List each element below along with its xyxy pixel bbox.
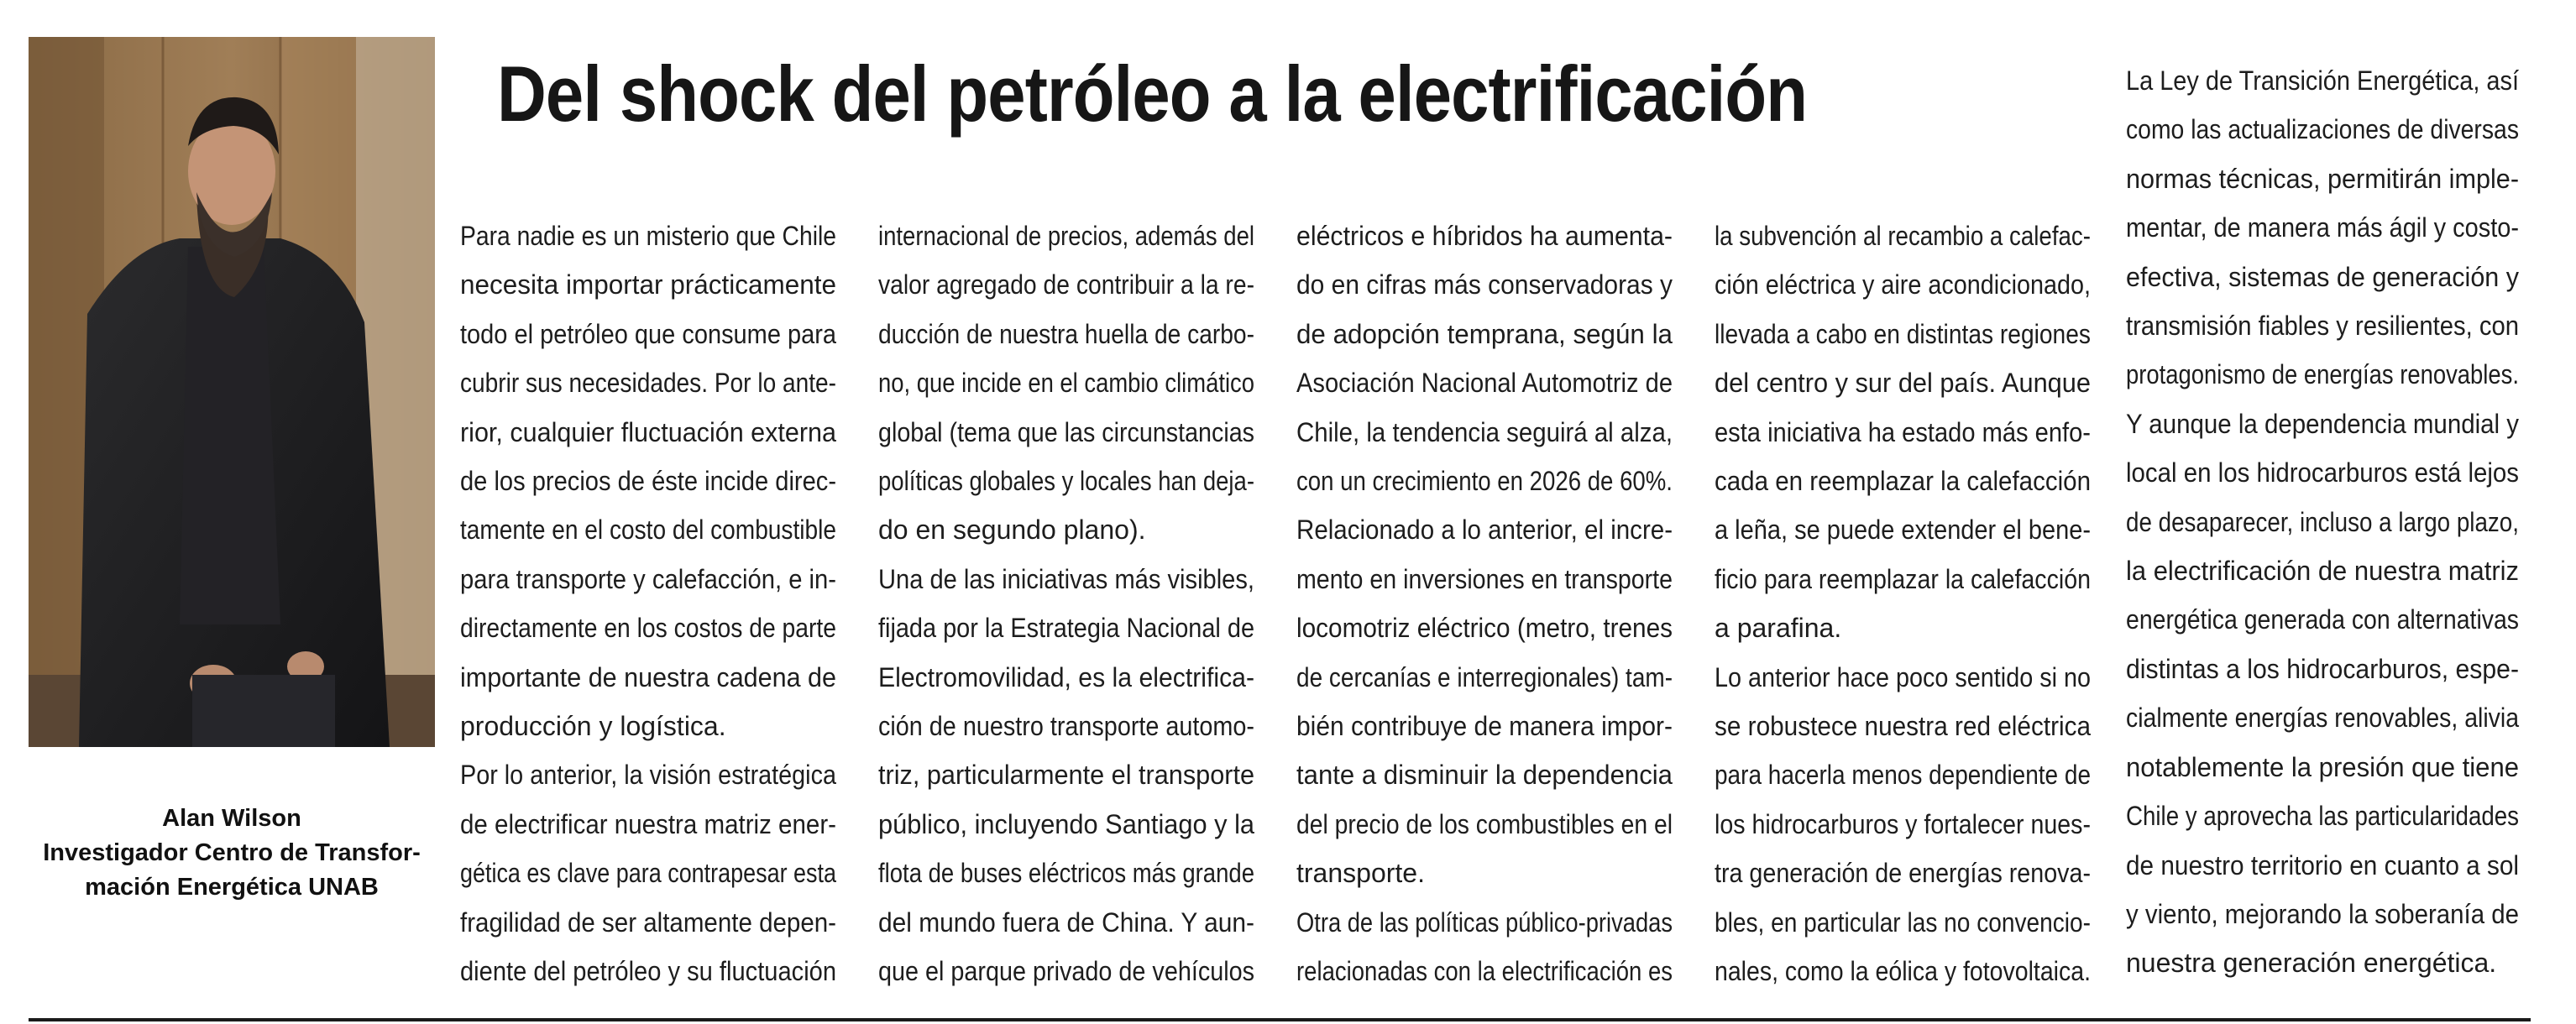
text-line: de los precios de éste incide direc- [460,466,837,497]
text-line: de cercanías e interregionales) tam- [1296,661,1673,692]
text-line: Y aunque la dependencia mundial y [2126,408,2519,439]
text-line: importante de nuestra cadena de [460,661,837,692]
text-line: se robustece nuestra red eléctrica [1715,711,2091,742]
text-line: a leña, se puede extender el bene- [1715,515,2092,546]
text-line: do en cifras más conservadoras y [1296,269,1673,300]
text-line: bles, en particular las no convencio- [1715,906,2092,938]
article-column-3 [1296,212,1673,996]
text-line: valor agregado de contribuir a la re- [878,269,1254,300]
photo-caption [29,802,435,905]
text-line: del mundo fuera de China. Y aun- [878,906,1255,938]
author-title-line-2: mación Energética UNAB [85,874,379,901]
text-line: protagonismo de energías renovables. [2126,359,2519,390]
text-line: políticas globales y locales han deja- [878,466,1254,497]
text-line: La Ley de Transición Energética, así [2126,65,2519,96]
text-line: de electrificar nuestra matriz ener- [460,808,836,839]
text-line: locomotriz eléctrico (metro, trenes [1296,613,1673,644]
article-headline: Del shock del petróleo a la electrificación [497,50,1808,138]
text-line: directamente en los costos de parte [460,613,836,644]
text-line: como las actualizaciones de diversas [2126,114,2519,145]
text-line: con un crecimiento en 2026 de 60%. [1296,466,1673,497]
text-line: Una de las iniciativas más visibles, [878,563,1255,594]
text-line: Lo anterior hace poco sentido si no [1715,661,2091,692]
text-line: los hidrocarburos y fortalecer nues- [1715,808,2091,839]
text-line: de desaparecer, incluso a largo plazo, [2126,506,2519,537]
text-line: de nuestro territorio en cuanto a sol [2126,849,2520,880]
text-line: tra generación de energías renova- [1715,858,2091,889]
article-column-2 [878,212,1254,996]
text-line: del centro y sur del país. Aunque [1715,368,2091,399]
text-line: eléctricos e híbridos ha aumenta- [1296,221,1673,251]
text-line: tamente en el costo del combustible [460,515,836,546]
article-column-5 [2126,56,2519,988]
text-line: nuestra generación energética. [2126,948,2497,979]
text-line: global (tema que las circunstancias [878,416,1254,447]
text-line: Asociación Nacional Automotriz de [1296,368,1673,399]
text-line: nales, como la eólica y fotovoltaica. [1715,956,2092,987]
text-line: producción y logística. [460,711,726,742]
text-line: Para nadie es un misterio que Chile [460,221,836,251]
text-line: bién contribuye de manera impor- [1296,711,1673,742]
text-line: cada en reemplazar la calefacción [1715,466,2092,497]
text-line: mento en inversiones en transporte [1296,563,1673,594]
author-name: Alan Wilson [162,805,301,832]
text-line: flota de buses eléctricos más grande [878,858,1254,889]
text-line: relacionadas con la electrificación es [1296,956,1673,987]
text-line: para hacerla menos dependiente de [1715,760,2092,791]
text-line: fragilidad de ser altamente depen- [460,906,837,938]
text-line: internacional de precios, además del [878,221,1254,251]
text-line: a parafina. [1715,613,1842,644]
text-line: Otra de las políticas público-privadas [1296,906,1673,938]
bottom-rule [29,1018,2531,1021]
text-line: ción eléctrica y aire acondicionado, [1715,269,2092,300]
text-line: para transporte y calefacción, e in- [460,563,837,594]
text-line: mentar, de manera más ágil y costo- [2126,212,2519,243]
text-line: Electromovilidad, es la electrifica- [878,661,1255,692]
text-line: Relacionado a lo anterior, el incre- [1296,515,1673,546]
text-line: do en segundo plano). [878,515,1146,546]
text-line: efectiva, sistemas de generación y [2126,261,2519,292]
article-column-4 [1715,212,2091,996]
article-column-1 [460,212,836,996]
text-line: rior, cualquier fluctuación externa [460,416,836,447]
author-title-line-1: Investigador Centro de Transfor- [43,839,421,866]
text-line: transporte. [1296,858,1425,889]
text-line: normas técnicas, permitirán imple- [2126,163,2520,194]
text-line: Chile y aprovecha las particularidades [2126,801,2520,832]
text-line: gética es clave para contrapesar esta [460,858,836,889]
text-line: triz, particularmente el transporte [878,760,1255,791]
text-line: del precio de los combustibles en el [1296,808,1673,839]
author-photo-image [29,37,435,747]
text-line: distintas a los hidrocarburos, espe- [2126,653,2520,684]
text-line: que el parque privado de vehículos [878,956,1255,987]
text-line: Chile, la tendencia seguirá al alza, [1296,416,1673,447]
text-line: fijada por la Estrategia Nacional de [878,613,1255,644]
text-line: de adopción temprana, según la [1296,318,1673,349]
text-line: esta iniciativa ha estado más enfo- [1715,416,2091,447]
text-line: cialmente energías renovables, alivia [2126,703,2520,734]
text-line: Por lo anterior, la visión estratégica [460,760,836,791]
text-line: necesita importar prácticamente [460,269,836,300]
text-line: diente del petróleo y su fluctuación [460,956,837,987]
text-line: público, incluyendo Santiago y la [878,808,1255,839]
text-line: llevada a cabo en distintas regiones [1715,318,2091,349]
text-line: la electrificación de nuestra matriz [2126,556,2519,587]
text-line: ficio para reemplazar la calefacción [1715,563,2092,594]
text-line: no, que incide en el cambio climático [878,368,1255,399]
text-line: y viento, mejorando la soberanía de [2126,898,2520,929]
text-line: transmisión fiables y resilientes, con [2126,311,2520,342]
text-line: ducción de nuestra huella de carbo- [878,318,1254,349]
text-line: notablemente la presión que tiene [2126,751,2519,782]
text-line: tante a disminuir la dependencia [1296,760,1673,791]
text-line: la subvención al recambio a calefac- [1715,221,2091,251]
text-line: cubrir sus necesidades. Por lo ante- [460,368,837,399]
text-line: energética generada con alternativas [2126,604,2520,635]
text-line: todo el petróleo que consume para [460,318,837,349]
text-line: local en los hidrocarburos está lejos [2126,457,2520,488]
author-photo [29,37,435,747]
text-line: ción de nuestro transporte automo- [878,711,1255,742]
